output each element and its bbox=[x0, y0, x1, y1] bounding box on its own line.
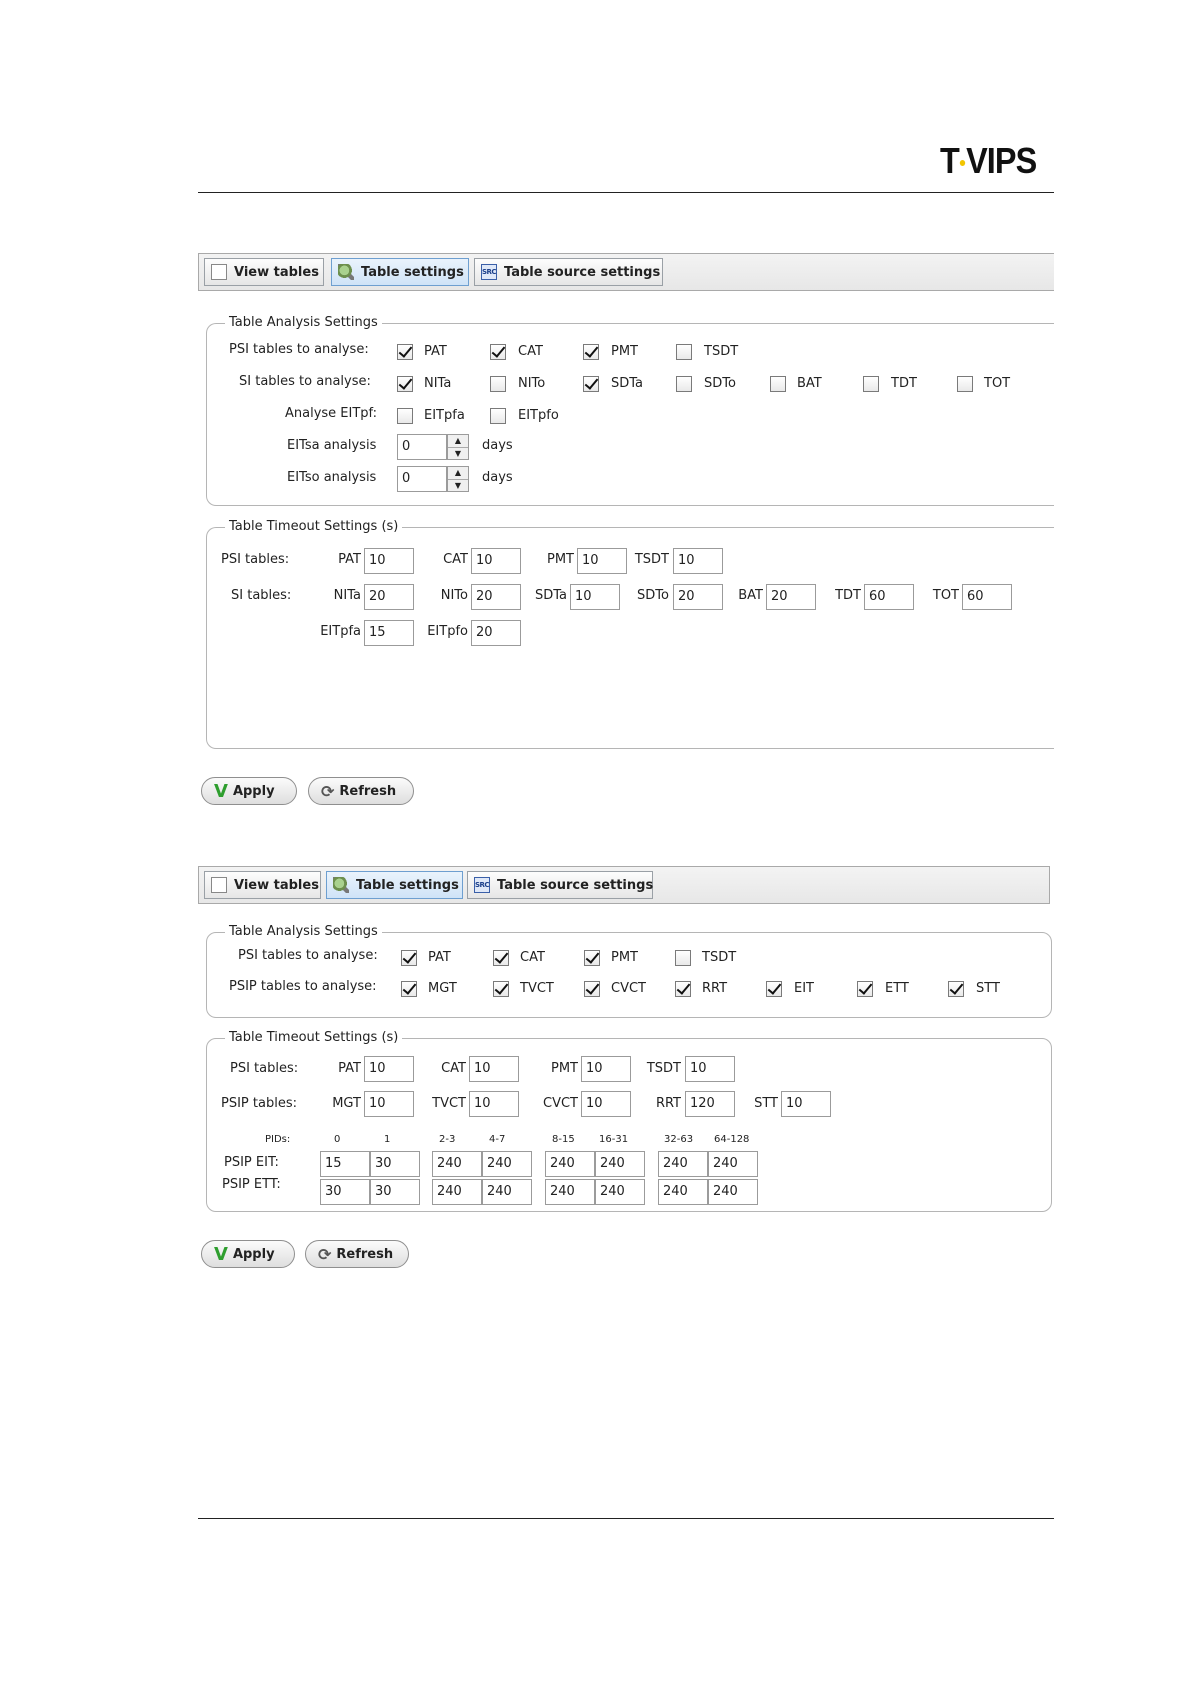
psip-tables-label: PSIP tables: bbox=[221, 1096, 297, 1111]
psi-tables-label: PSI tables: bbox=[230, 1061, 299, 1076]
ett-pid-input[interactable]: 240 bbox=[545, 1179, 595, 1205]
legend: Table Analysis Settings bbox=[225, 315, 382, 330]
tools-icon bbox=[338, 264, 354, 280]
field-label: PMT bbox=[551, 1061, 578, 1076]
ett-pid-input[interactable]: 240 bbox=[658, 1179, 708, 1205]
company-logo: T VIPS bbox=[940, 140, 1037, 181]
screenshot-atsc bbox=[198, 866, 1054, 1266]
psi-analyse-label: PSI tables to analyse: bbox=[229, 342, 369, 357]
refresh-icon: ⟳ bbox=[321, 781, 335, 801]
ett-pid-input[interactable]: 240 bbox=[708, 1179, 758, 1205]
header-rule bbox=[198, 192, 1054, 193]
arrow-up-icon[interactable]: ▲ bbox=[454, 468, 462, 477]
field-label: PAT bbox=[338, 1061, 361, 1076]
view-icon bbox=[211, 877, 227, 893]
timeout-pmt-input[interactable]: 10 bbox=[577, 548, 627, 574]
pid-header: 32-63 bbox=[664, 1134, 694, 1145]
view-icon bbox=[211, 264, 227, 280]
src-icon: SRC bbox=[474, 877, 490, 893]
timeout-tvct-input[interactable]: 10 bbox=[469, 1091, 519, 1117]
eitso-label: EITso analysis bbox=[287, 470, 377, 485]
check-icon: V bbox=[214, 1243, 228, 1265]
field-label: PAT bbox=[338, 552, 361, 567]
ett-pid-input[interactable]: 30 bbox=[320, 1179, 370, 1205]
check-icon: V bbox=[214, 780, 228, 802]
legend: Table Analysis Settings bbox=[225, 924, 382, 939]
field-label: CVCT bbox=[543, 1096, 578, 1111]
pid-header: 2-3 bbox=[439, 1134, 456, 1145]
checkbox-cat[interactable] bbox=[490, 344, 506, 360]
checkbox-label: PMT bbox=[611, 344, 638, 359]
psi-analyse-label: PSI tables to analyse: bbox=[238, 948, 378, 963]
checkbox-label: EIT bbox=[794, 981, 814, 996]
timeout-tsdt-input[interactable]: 10 bbox=[685, 1056, 735, 1082]
pid-header: 1 bbox=[384, 1134, 391, 1145]
eitso-input[interactable]: 0 bbox=[397, 466, 447, 492]
checkbox-label: NITa bbox=[424, 376, 452, 391]
table-analysis-settings bbox=[206, 924, 1052, 1018]
timeout-stt-input[interactable]: 10 bbox=[781, 1091, 831, 1117]
timeout-pmt-input[interactable]: 10 bbox=[581, 1056, 631, 1082]
field-label: CAT bbox=[441, 1061, 466, 1076]
field-label: BAT bbox=[738, 588, 763, 603]
tab-bar bbox=[198, 253, 1054, 291]
eit-pid-input[interactable]: 240 bbox=[482, 1151, 532, 1177]
checkbox-label: CVCT bbox=[611, 981, 646, 996]
checkbox-eitpfo[interactable] bbox=[490, 408, 506, 424]
timeout-pat-input[interactable]: 10 bbox=[364, 548, 414, 574]
ett-pid-input[interactable]: 30 bbox=[370, 1179, 420, 1205]
ett-pid-input[interactable]: 240 bbox=[482, 1179, 532, 1205]
field-label: MGT bbox=[332, 1096, 361, 1111]
src-icon: SRC bbox=[481, 264, 497, 280]
tab-view-tables[interactable]: View tables bbox=[204, 871, 321, 899]
field-label: NITa bbox=[333, 588, 361, 603]
timeout-bat-input[interactable]: 20 bbox=[766, 584, 816, 610]
screenshot-dvb bbox=[198, 253, 1054, 813]
eit-pid-input[interactable]: 240 bbox=[432, 1151, 482, 1177]
checkbox-label: SDTa bbox=[611, 376, 644, 391]
checkbox-label: MGT bbox=[428, 981, 457, 996]
checkbox-pat[interactable] bbox=[397, 344, 413, 360]
refresh-button[interactable]: ⟳ Refresh bbox=[308, 777, 414, 805]
checkbox-label: EITpfa bbox=[424, 408, 465, 423]
psip-analyse-label: PSIP tables to analyse: bbox=[229, 979, 377, 994]
checkbox-sdto[interactable] bbox=[676, 376, 692, 392]
checkbox-tsdt[interactable] bbox=[676, 344, 692, 360]
footer-rule bbox=[198, 1518, 1054, 1519]
field-label: TSDT bbox=[634, 552, 669, 567]
checkbox-tdt[interactable] bbox=[863, 376, 879, 392]
refresh-icon: ⟳ bbox=[318, 1244, 332, 1264]
psip-eit-label: PSIP EIT: bbox=[224, 1155, 279, 1170]
checkbox-label: CAT bbox=[518, 344, 543, 359]
psip-ett-label: PSIP ETT: bbox=[222, 1177, 281, 1192]
checkbox-label: TDT bbox=[891, 376, 917, 391]
arrow-up-icon[interactable]: ▲ bbox=[454, 436, 462, 445]
field-label: NITo bbox=[440, 588, 468, 603]
checkbox-bat[interactable] bbox=[770, 376, 786, 392]
checkbox-nito[interactable] bbox=[490, 376, 506, 392]
eitsa-input[interactable]: 0 bbox=[397, 434, 447, 460]
checkbox-label: ETT bbox=[885, 981, 909, 996]
arrow-down-icon[interactable]: ▼ bbox=[448, 447, 468, 460]
field-label: EITpfa bbox=[320, 624, 361, 639]
si-tables-label: SI tables: bbox=[231, 588, 292, 603]
checkbox-label: TSDT bbox=[702, 950, 737, 965]
eitsa-spinner[interactable] bbox=[447, 434, 469, 460]
tab-table-source-settings[interactable]: SRC Table source settings bbox=[474, 258, 663, 286]
eitso-spinner[interactable] bbox=[447, 466, 469, 492]
eit-pid-input[interactable]: 240 bbox=[658, 1151, 708, 1177]
checkbox-cvct[interactable] bbox=[584, 981, 600, 997]
eitsa-label: EITsa analysis bbox=[287, 438, 377, 453]
refresh-button[interactable]: ⟳ Refresh bbox=[305, 1240, 409, 1268]
timeout-nita-input[interactable]: 20 bbox=[364, 584, 414, 610]
legend: Table Timeout Settings (s) bbox=[225, 519, 402, 534]
pid-header: 0 bbox=[334, 1134, 341, 1145]
checkbox-label: RRT bbox=[702, 981, 728, 996]
table-analysis-settings bbox=[206, 315, 1054, 506]
checkbox-label: CAT bbox=[520, 950, 545, 965]
checkbox-pmt[interactable] bbox=[583, 344, 599, 360]
checkbox-rrt[interactable] bbox=[675, 981, 691, 997]
checkbox-sdta[interactable] bbox=[583, 376, 599, 392]
checkbox-cat[interactable] bbox=[493, 950, 509, 966]
tab-view-tables[interactable]: View tables bbox=[204, 258, 324, 286]
timeout-eitpfa-input[interactable]: 15 bbox=[364, 620, 414, 646]
checkbox-pat[interactable] bbox=[401, 950, 417, 966]
field-label: TOT bbox=[932, 588, 959, 603]
timeout-mgt-input[interactable]: 10 bbox=[364, 1091, 414, 1117]
psi-tables-label: PSI tables: bbox=[221, 552, 290, 567]
timeout-tsdt-input[interactable]: 10 bbox=[673, 548, 723, 574]
checkbox-pmt[interactable] bbox=[584, 950, 600, 966]
days-label: days bbox=[482, 438, 513, 453]
arrow-down-icon[interactable]: ▼ bbox=[448, 479, 468, 492]
days-label: days bbox=[482, 470, 513, 485]
eit-pid-input[interactable]: 240 bbox=[595, 1151, 645, 1177]
checkbox-ett[interactable] bbox=[857, 981, 873, 997]
tab-table-settings[interactable]: Table settings bbox=[331, 258, 469, 286]
checkbox-label: PAT bbox=[424, 344, 447, 359]
checkbox-tsdt[interactable] bbox=[675, 950, 691, 966]
field-label: RRT bbox=[655, 1096, 681, 1111]
field-label: STT bbox=[754, 1096, 778, 1111]
checkbox-stt[interactable] bbox=[948, 981, 964, 997]
timeout-nito-input[interactable]: 20 bbox=[471, 584, 521, 610]
table-timeout-settings bbox=[206, 519, 1054, 749]
timeout-sdto-input[interactable]: 20 bbox=[673, 584, 723, 610]
ett-pid-input[interactable]: 240 bbox=[432, 1179, 482, 1205]
eit-pid-input[interactable]: 240 bbox=[545, 1151, 595, 1177]
pid-header: 16-31 bbox=[599, 1134, 629, 1145]
checkbox-eit[interactable] bbox=[766, 981, 782, 997]
checkbox-label: NITo bbox=[518, 376, 546, 391]
eit-pid-input[interactable]: 30 bbox=[370, 1151, 420, 1177]
ett-pid-input[interactable]: 240 bbox=[595, 1179, 645, 1205]
apply-button[interactable]: V Apply bbox=[201, 1240, 295, 1268]
eit-pid-input[interactable]: 240 bbox=[708, 1151, 758, 1177]
checkbox-label: PMT bbox=[611, 950, 638, 965]
field-label: CAT bbox=[443, 552, 468, 567]
checkbox-label: STT bbox=[976, 981, 1000, 996]
checkbox-eitpfa[interactable] bbox=[397, 408, 413, 424]
timeout-cat-input[interactable]: 10 bbox=[471, 548, 521, 574]
field-label: EITpfo bbox=[427, 624, 468, 639]
timeout-pat-input[interactable]: 10 bbox=[364, 1056, 414, 1082]
tools-icon bbox=[333, 877, 349, 893]
checkbox-label: TSDT bbox=[704, 344, 739, 359]
pid-header: 4-7 bbox=[489, 1134, 506, 1145]
field-label: TSDT bbox=[646, 1061, 681, 1076]
checkbox-label: SDTo bbox=[704, 376, 736, 391]
checkbox-mgt[interactable] bbox=[401, 981, 417, 997]
eitpf-label: Analyse EITpf: bbox=[285, 406, 378, 421]
table-timeout-settings bbox=[206, 1030, 1052, 1212]
pids-label: PIDs: bbox=[265, 1134, 291, 1145]
checkbox-label: TVCT bbox=[520, 981, 554, 996]
eit-pid-input[interactable]: 15 bbox=[320, 1151, 370, 1177]
tab-table-source-settings[interactable]: SRC Table source settings bbox=[467, 871, 653, 899]
si-analyse-label: SI tables to analyse: bbox=[239, 374, 371, 389]
tab-bar bbox=[198, 866, 1050, 904]
checkbox-nita[interactable] bbox=[397, 376, 413, 392]
timeout-tdt-input[interactable]: 60 bbox=[864, 584, 914, 610]
field-label: SDTa bbox=[534, 588, 567, 603]
timeout-cvct-input[interactable]: 10 bbox=[581, 1091, 631, 1117]
legend: Table Timeout Settings (s) bbox=[225, 1030, 402, 1045]
checkbox-tot[interactable] bbox=[957, 376, 973, 392]
field-label: SDTo bbox=[637, 588, 669, 603]
timeout-eitpfo-input[interactable]: 20 bbox=[471, 620, 521, 646]
field-label: TVCT bbox=[432, 1096, 466, 1111]
checkbox-label: EITpfo bbox=[518, 408, 559, 423]
checkbox-label: BAT bbox=[797, 376, 822, 391]
pid-header: 64-128 bbox=[714, 1134, 750, 1145]
field-label: TDT bbox=[835, 588, 861, 603]
timeout-rrt-input[interactable]: 120 bbox=[685, 1091, 735, 1117]
field-label: PMT bbox=[547, 552, 574, 567]
checkbox-label: PAT bbox=[428, 950, 451, 965]
timeout-cat-input[interactable]: 10 bbox=[469, 1056, 519, 1082]
timeout-tot-input[interactable]: 60 bbox=[962, 584, 1012, 610]
timeout-sdta-input[interactable]: 10 bbox=[570, 584, 620, 610]
tab-table-settings[interactable]: Table settings bbox=[326, 871, 463, 899]
apply-button[interactable]: V Apply bbox=[201, 777, 297, 805]
pid-header: 8-15 bbox=[552, 1134, 575, 1145]
checkbox-tvct[interactable] bbox=[493, 981, 509, 997]
checkbox-label: TOT bbox=[984, 376, 1011, 391]
